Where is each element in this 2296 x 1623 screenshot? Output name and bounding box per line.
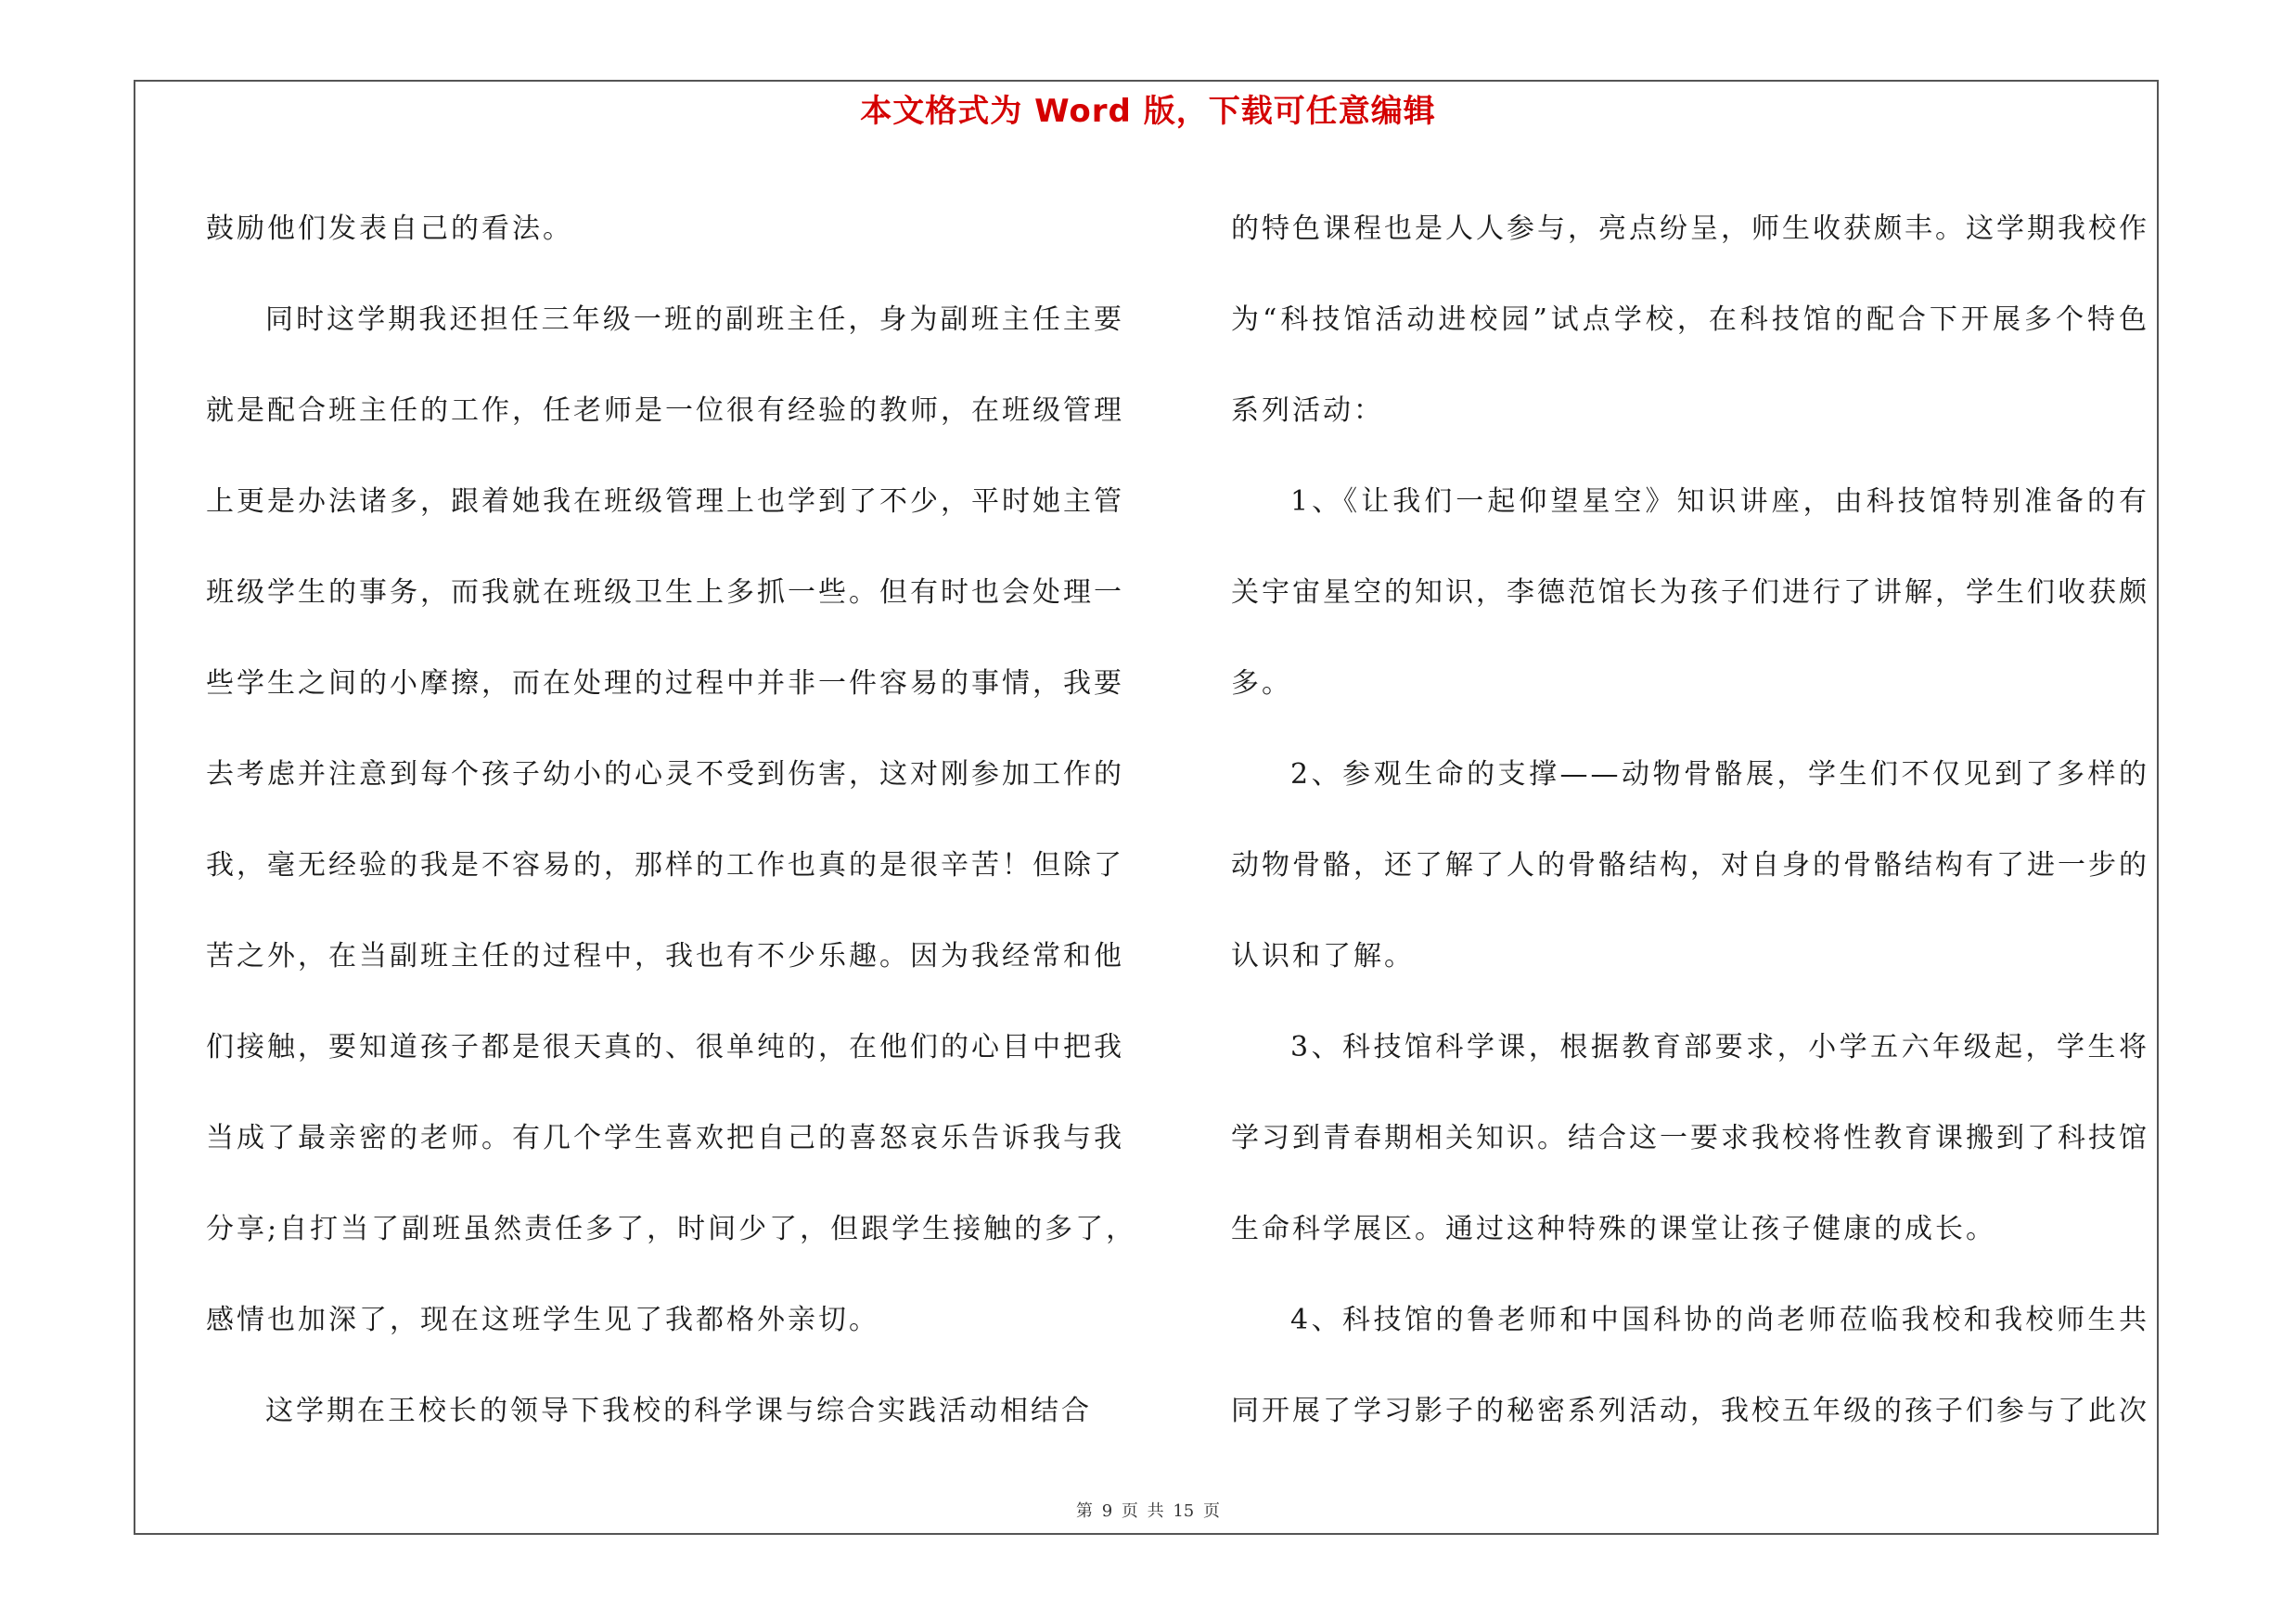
- text-line: 感情也加深了，现在这班学生见了我都格外亲切。: [206, 1304, 879, 1336]
- text-line: 这学期在王校长的领导下我校的科学课与综合实践活动相结合: [265, 1395, 1092, 1427]
- header-banner: 本文格式为 Word 版，下载可任意编辑: [860, 93, 1436, 130]
- text-line: 鼓励他们发表自己的看法。: [206, 213, 573, 245]
- page-number: 第 9 页 共 15 页: [1076, 1501, 1220, 1521]
- text-line: 多。: [1231, 667, 1292, 700]
- text-line: 分享;自打当了副班虽然责任多了，时间少了，但跟学生接触的多了，: [206, 1213, 1137, 1245]
- text-line: 同开展了学习影子的秘密系列活动，我校五年级的孩子们参与了此次: [1231, 1395, 2149, 1427]
- text-line: 2、参观生命的支撑——动物骨骼展，学生们不仅见到了多样的: [1290, 758, 2149, 791]
- text-line: 些学生之间的小摩擦，而在处理的过程中并非一件容易的事情，我要: [206, 667, 1124, 700]
- text-line: 1、《让我们一起仰望星空》知识讲座，由科技馆特别准备的有: [1290, 485, 2149, 518]
- text-line: 系列活动：: [1231, 394, 1384, 427]
- text-line: 生命科学展区。通过这种特殊的课堂让孩子健康的成长。: [1231, 1213, 1996, 1245]
- text-line: 为“科技馆活动进校园”试点学校，在科技馆的配合下开展多个特色: [1231, 303, 2149, 336]
- text-line: 认识和了解。: [1231, 940, 1415, 973]
- text-line: 苦之外，在当副班主任的过程中，我也有不少乐趣。因为我经常和他: [206, 940, 1124, 973]
- text-line: 动物骨骼，还了解了人的骨骼结构，对自身的骨骼结构有了进一步的: [1231, 849, 2149, 882]
- text-line: 4、科技馆的鲁老师和中国科协的尚老师莅临我校和我校师生共: [1290, 1304, 2149, 1336]
- text-line: 当成了最亲密的老师。有几个学生喜欢把自己的喜怒哀乐告诉我与我: [206, 1122, 1124, 1154]
- left-column: [206, 184, 1137, 1457]
- text-line: 们接触，要知道孩子都是很天真的、很单纯的，在他们的心目中把我: [206, 1031, 1124, 1063]
- text-line: 班级学生的事务，而我就在班级卫生上多抓一些。但有时也会处理一: [206, 576, 1124, 609]
- text-line: 3、科技馆科学课，根据教育部要求，小学五六年级起，学生将: [1290, 1031, 2149, 1063]
- text-line: 学习到青春期相关知识。结合这一要求我校将性教育课搬到了科技馆: [1231, 1122, 2149, 1154]
- text-line: 我，毫无经验的我是不容易的，那样的工作也真的是很辛苦！但除了: [206, 849, 1124, 882]
- text-line: 的特色课程也是人人参与，亮点纷呈，师生收获颇丰。这学期我校作: [1231, 213, 2149, 245]
- text-line: 关宇宙星空的知识，李德范馆长为孩子们进行了讲解，学生们收获颇: [1231, 576, 2149, 609]
- text-line: 上更是办法诸多，跟着她我在班级管理上也学到了不少，平时她主管: [206, 485, 1124, 518]
- right-column: [1231, 184, 2149, 1457]
- text-line: 去考虑并注意到每个孩子幼小的心灵不受到伤害，这对刚参加工作的: [206, 758, 1124, 791]
- text-line: 同时这学期我还担任三年级一班的副班主任，身为副班主任主要: [265, 303, 1124, 336]
- text-line: 就是配合班主任的工作，任老师是一位很有经验的教师，在班级管理: [206, 394, 1124, 427]
